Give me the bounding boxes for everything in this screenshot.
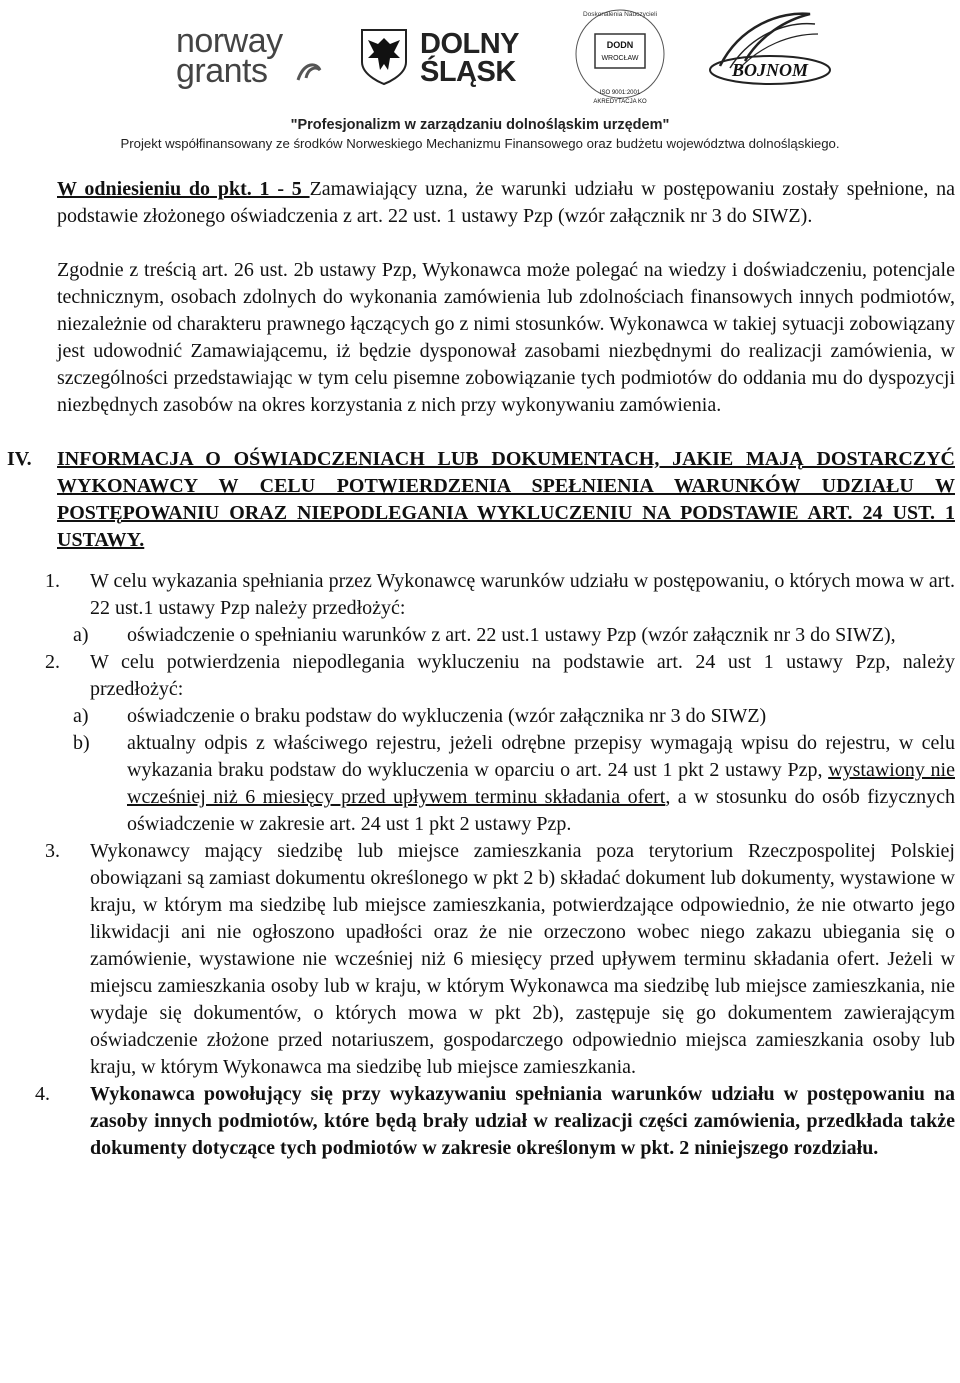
norway-grants-logo xyxy=(176,22,316,90)
paragraph-art26: Zgodnie z treścią art. 26 ust. 2b ustawy Pzp, Wykonawca może polegać na wiedzy i doświadczeniu, potencjale technicznym, osobach zdolnych do wykonania zamówienia lub zdolnościach finansowych innych podmiotów, niezależnie od charakteru prawnego łączących go z nimi stosunków. Wykonawca w takiej sytuacji zobowiązany jest udowodnić Zamawiającemu, iż będzie dysponował zasobami niezbędnymi do realizacji zamówienia, w szczególności przedstawiając w tym celu pisemne zobowiązanie tych podmiotów do oddania mu do dyspozycji niezbędnych zasobów na okres korzystania z nich przy wykonywaniu zamówienia. xyxy=(57,259,955,416)
list-item-text: Wykonawcy mający siedzibę lub miejsce zamieszkania poza terytorium Rzeczpospolitej Polskiej obowiązani są zamiast dokumentu określonego w pkt 2 b) składać dokument lub dokumenty, wystawione w kraju, w którym ma siedzibę lub miejsce zamieszkania, potwierdzające odpowiednio, że nie otwarto jego likwidacji ani nie ogłoszono upadłości oraz że nie orzeczono wobec niego zakazu ubiegania się o zamówienie, wystawione nie wcześniej niż 6 miesięcy przed upływem terminu składania ofert. Jeżeli w miejscu zamieszkania osoby lub w kraju, w którym Wykonawca ma siedzibę lub miejsce zamieszkania, nie wydaje się dokumentów, o których mowa w pkt 2b), zastępuje się go dokumentem zawierającym oświadczenie złożone przed notariuszem, gospodarczego odpowiednio miejsca zamieszkania osoby lub kraju, w którym Wykonawca ma siedzibę lub miejsce zamieszkania. xyxy=(90,840,955,1078)
list-item-text: Wykonawca powołujący się przy wykazywaniu spełniania warunków udziału w postępowaniu na zasoby innych podmiotów, które będą brały udział w realizacji części zamówienia, przedkłada także dokumenty dotyczące tych podmiotów w zakresie określonym w pkt. 2 niniejszego rozdziału. xyxy=(90,1083,955,1159)
logo-norway-line2: grants xyxy=(176,52,268,90)
list-subitem-2b xyxy=(57,730,955,838)
subitem-2b-start: aktualny odpis z właściwego rejestru, jeżeli odrębne przepisy wymagają wpisu do rejestru, w celu wykazania braku podstaw do wykluczenia w oparciu o art. 24 ust 1 pkt 2 ustawy Pzp, xyxy=(127,732,955,781)
list-subitem-text xyxy=(127,730,955,838)
eagle-coat-of-arms-icon xyxy=(360,28,408,86)
list-item-text: W celu potwierdzenia niepodlegania wykluczeniu na podstawie art. 24 ust 1 ustawy Pzp, należy przedłożyć: xyxy=(90,651,955,700)
svg-text:WROCŁAW: WROCŁAW xyxy=(601,55,639,62)
list-subitem-text: oświadczenie o braku podstaw do wykluczenia (wzór załącznika nr 3 do SIWZ) xyxy=(127,705,767,727)
svg-text:ISO 9001:2001: ISO 9001:2001 xyxy=(599,90,641,96)
list-item-3 xyxy=(45,838,955,1081)
svg-text:BOJNOM: BOJNOM xyxy=(731,60,809,80)
section-iv-heading xyxy=(7,446,955,554)
list-item-2 xyxy=(45,649,955,703)
paragraph-intro-text: Zamawiający uzna, że warunki udziału w postępowaniu zostały spełnione, na podstawie złożonego oświadczenia z art. 22 ust. 1 ustawy Pzp (wzór załącznik nr 3 do SIWZ). xyxy=(57,178,956,227)
list-item-text: W celu wykazania spełniania przez Wykonawcę warunków udziału w postępowaniu, o których mowa w art. 22 ust.1 ustawy Pzp należy przedłożyć: xyxy=(90,570,955,619)
list-subitem-text: oświadczenie o spełnianiu warunków z art. 22 ust.1 ustawy Pzp (wzór załącznik nr 3 do SIWZ), xyxy=(127,624,896,646)
list-item-number: 3. xyxy=(45,840,60,862)
document-body xyxy=(7,176,956,1162)
list-item-number: 1. xyxy=(45,570,60,592)
paragraph-intro xyxy=(57,176,955,230)
subitem-2b-end: , a w stosunku do osób fizycznych oświadczenie w zakresie art. 24 ust 1 pkt 2 ustawy Pzp. xyxy=(127,786,955,835)
dolny-slask-logo xyxy=(420,30,519,86)
list-subitem-letter: a) xyxy=(73,705,89,727)
project-tagline: "Profesjonalizm w zarządzaniu dolnośląskim urzędem" xyxy=(290,117,670,133)
section-title: INFORMACJA O OŚWIADCZENIACH LUB DOKUMENTACH, JAKIE MAJĄ DOSTARCZYĆ WYKONAWCY W CELU POTWIERDZENIA SPEŁNIENIA WARUNKÓW UDZIAŁU W POSTĘPOWANIU ORAZ NIEPODLEGANIA WYKLUCZENIU NA PODSTAWIE ART. 24 UST. 1 USTAWY. xyxy=(57,448,955,551)
svg-text:AKREDYTACJA KO: AKREDYTACJA KO xyxy=(593,99,647,105)
list-subitem-letter: a) xyxy=(73,624,89,646)
norway-grants-swirl-icon xyxy=(294,58,324,88)
list-subitem-1a xyxy=(57,622,955,649)
logo-dolny-line1: DOLNY xyxy=(420,28,519,60)
svg-text:DODN: DODN xyxy=(606,40,634,50)
subitem-2b-underlined: wystawiony nie wcześniej niż 6 miesięcy przed upływem terminu składania ofert xyxy=(127,759,955,808)
page-header xyxy=(0,0,960,162)
dodn-seal-logo xyxy=(565,4,675,108)
list-item-number: 4. xyxy=(35,1083,50,1105)
section-number: IV. xyxy=(7,448,32,470)
logo-bar xyxy=(0,0,960,112)
list-item-number: 2. xyxy=(45,651,60,673)
paragraph-intro-lead: W odniesieniu do pkt. 1 - 5 xyxy=(57,178,310,200)
project-subline: Projekt współfinansowany ze środków Norweskiego Mechanizmu Finansowego oraz budżetu województwa dolnośląskiego. xyxy=(120,136,840,151)
logo-dolny-line2: ŚLĄSK xyxy=(420,56,516,88)
bojnom-logo xyxy=(690,6,850,96)
svg-text:Doskonalenia Nauczycieli: Doskonalenia Nauczycieli xyxy=(582,11,658,18)
list-item-4 xyxy=(35,1081,955,1162)
list-subitem-2a xyxy=(57,703,955,730)
list-item-1 xyxy=(45,568,955,622)
list-subitem-letter: b) xyxy=(73,732,90,754)
logo-norway-line1: norway xyxy=(176,22,283,60)
